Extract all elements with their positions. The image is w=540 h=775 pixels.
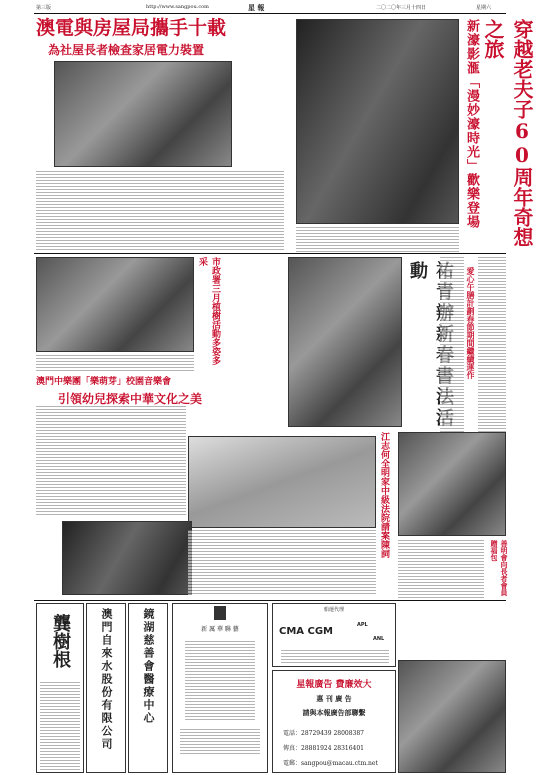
headline: 引領幼兒探索中華文化之美 — [58, 392, 203, 406]
brand-name: 龔樹根 — [50, 614, 71, 668]
body-text — [36, 355, 194, 371]
mid-center-article — [288, 257, 438, 432]
body-text — [36, 171, 284, 251]
shipping-text — [281, 650, 389, 664]
ad-email-label: 電郵： — [283, 760, 302, 767]
top-left-article — [36, 17, 286, 252]
cma-logo: CMA CGM — [279, 626, 334, 637]
medical-center-name: 鏡湖慈善會醫療中心 — [142, 608, 155, 725]
ad-phone: 28729439 28008387 — [301, 730, 365, 737]
ad-fax-label: 傳真： — [283, 745, 302, 752]
side-title: 市政署三月植樹活動多姿多采 — [197, 257, 220, 365]
headline: 澳電與房屋局攜手十載 — [36, 17, 227, 39]
body-text — [296, 227, 459, 253]
page-label: 第三版 — [36, 5, 52, 11]
new-year-text — [185, 641, 255, 721]
medical-center-ad — [128, 603, 168, 773]
mid-left-article — [36, 257, 220, 372]
mid-center-photo — [288, 257, 402, 427]
new-year-ad — [172, 603, 268, 773]
right-lower-article — [398, 432, 509, 602]
ad-phone-row — [283, 728, 395, 737]
shipping-title: 船運代理 — [323, 607, 344, 613]
issue-date: 二〇二〇年三月十四日 — [376, 5, 427, 11]
ad-fax-row — [283, 743, 395, 752]
site-url: http://www.sangpou.com — [146, 4, 209, 10]
center-lower-article — [378, 432, 398, 602]
top-right-article — [290, 17, 534, 255]
ad-fax: 28881924 28316401 — [301, 745, 365, 752]
lower-right-photo — [398, 660, 506, 773]
headline: 穿越老夫子60周年奇想之旅 — [481, 19, 534, 247]
anl-logo: ANL — [373, 636, 385, 642]
body-text — [398, 540, 484, 600]
lower-center-photo — [188, 436, 376, 528]
ad-phone-label: 電話： — [283, 730, 302, 737]
top-right-photo — [296, 19, 459, 224]
top-left-photo — [54, 61, 232, 167]
water-company-name: 澳門自來水股份有限公司 — [100, 608, 113, 751]
brand-ad — [36, 603, 84, 773]
ad-email-row — [283, 758, 395, 767]
side-title: 愛心午膳計劃春節期間繼續運作 — [466, 267, 476, 379]
side-title: 江志何全明家中級法院請案陳詞 — [379, 432, 389, 558]
shipping-ad — [272, 603, 396, 667]
headline: 動 — [407, 261, 428, 282]
concert-photo — [62, 521, 192, 595]
body-text — [440, 257, 464, 432]
ad-contact: 請與本報廣告部聯繫 — [302, 708, 366, 717]
ad-email: sangpou@macau.ctm.net — [301, 760, 378, 767]
body-text — [36, 406, 186, 516]
right-lower-photo — [398, 432, 506, 536]
ad-headline: 星報廣告 費廉效大 — [296, 680, 372, 690]
ads-rule — [34, 600, 506, 601]
section-rule — [34, 253, 506, 254]
new-year-title: 新 厲 華 聯 藝 — [201, 626, 239, 633]
new-year-footer — [180, 729, 260, 755]
ad-subhead: 惠 刊 廣 告 — [316, 694, 352, 703]
mid-right-article — [440, 257, 506, 432]
side-title: 善明會向長者會員贈福包 — [490, 540, 509, 596]
mid-left-photo — [36, 257, 194, 352]
center-lower-body — [188, 530, 376, 596]
kicker: 新濠影滙「漫妙濠時光」歡樂登場 — [464, 19, 479, 229]
ad-emblem — [214, 606, 226, 620]
brand-ad-text — [40, 682, 80, 770]
body-text-2 — [478, 257, 506, 432]
kicker: 澳門中樂團「樂萌芽」校園音樂會 — [36, 377, 172, 387]
apl-logo: APL — [357, 622, 368, 628]
masthead-rule — [34, 13, 506, 14]
paper-name: 星 報 — [248, 3, 265, 12]
water-company-ad — [86, 603, 126, 773]
masthead — [36, 3, 506, 12]
weekday: 星期六 — [476, 5, 492, 11]
advertising-ad — [272, 670, 396, 773]
subheadline: 為社屋長者檢查家居電力裝置 — [48, 43, 205, 57]
